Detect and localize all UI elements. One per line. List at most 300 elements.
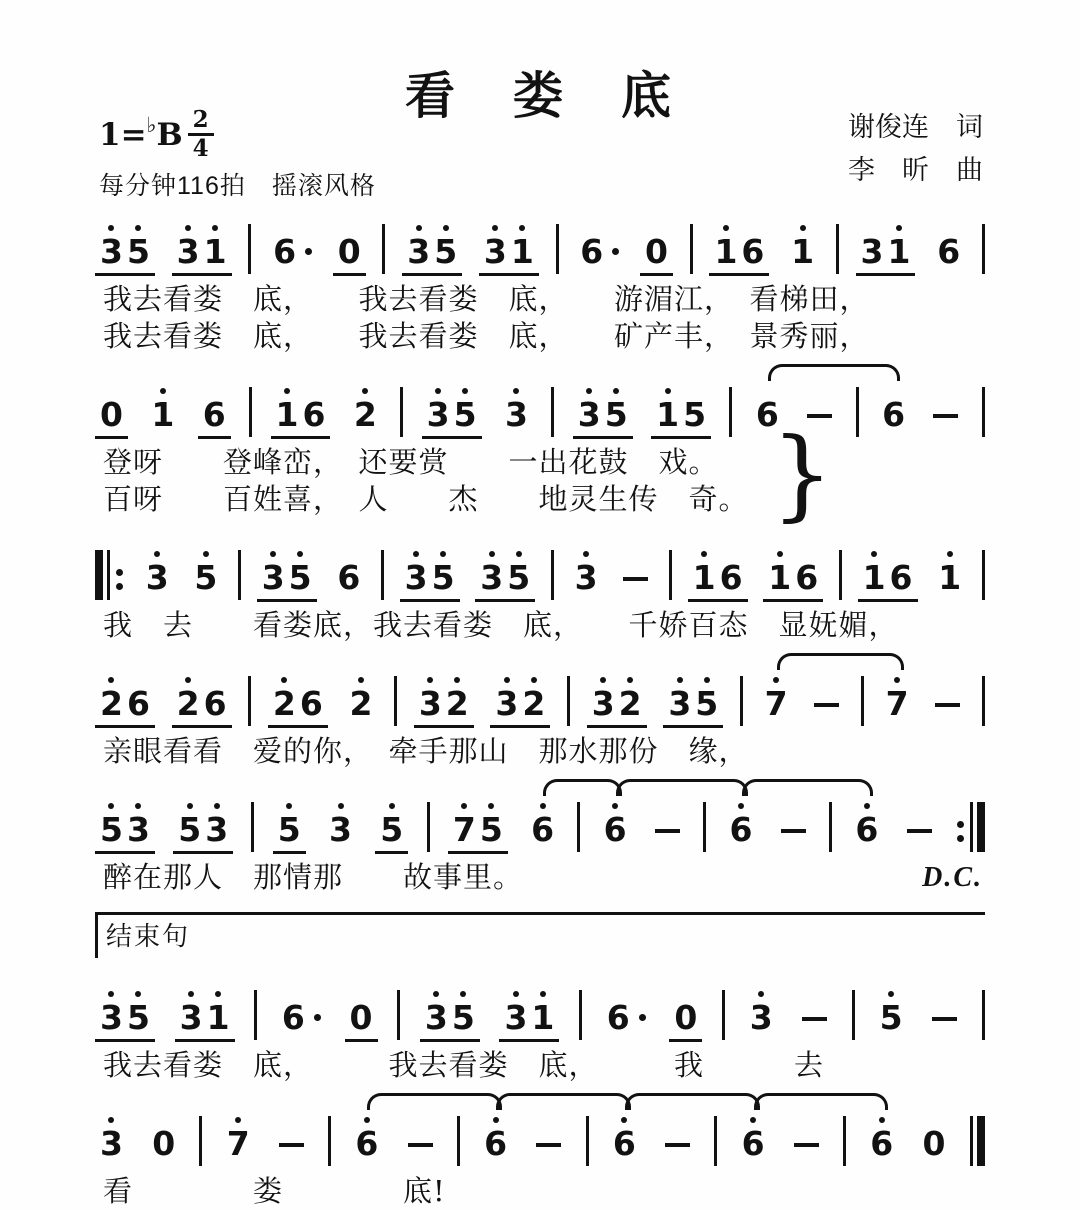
key-letter: B (156, 116, 183, 153)
octave-dot (135, 225, 141, 231)
beat-group (737, 1117, 770, 1168)
beat-group (271, 388, 331, 439)
beat-group (402, 225, 462, 276)
note-digit: 3 (504, 998, 528, 1037)
rest-digit: 0 (152, 1124, 176, 1163)
note (451, 991, 475, 1037)
note (126, 991, 150, 1037)
note-digit: 3 (426, 395, 450, 434)
note-digit: 6 (741, 232, 765, 271)
notation-row (95, 794, 985, 854)
key-signature (99, 108, 214, 161)
note-digit: 6 (719, 558, 743, 597)
note-digit: 6 (795, 558, 819, 597)
bar-line (861, 676, 864, 726)
tie-arc (754, 1093, 888, 1110)
note (176, 677, 200, 723)
bar-line (579, 990, 582, 1040)
bar-line (394, 676, 397, 726)
composer-credit: 李 昕 曲 (848, 155, 983, 186)
beat-group (141, 551, 174, 602)
note (531, 803, 555, 849)
note (202, 388, 226, 434)
note-digit: 3 (407, 232, 431, 271)
note-digit: 3 (668, 684, 692, 723)
repeat-begin (95, 550, 125, 602)
bar-line (843, 1116, 846, 1166)
note (424, 991, 448, 1037)
octave-dot (461, 803, 467, 809)
note-digit: 1 (531, 998, 555, 1037)
octave-dot (416, 225, 422, 231)
beat-group (332, 551, 365, 602)
note (434, 225, 458, 271)
octave-dot-spacer (161, 1117, 167, 1123)
note (100, 677, 123, 723)
octave-dot (460, 991, 466, 997)
note-digit: 6 (355, 1124, 379, 1163)
octave-dot (281, 677, 287, 683)
bar-line (551, 387, 554, 437)
octave-dot-spacer (817, 404, 823, 410)
beat-group (420, 991, 480, 1042)
lyrics (95, 733, 985, 770)
note-digit: 5 (604, 395, 628, 434)
beat-group (375, 803, 408, 854)
octave-dot (488, 803, 494, 809)
note (431, 551, 455, 597)
note-digit: 1 (791, 232, 815, 271)
bar-line (95, 550, 103, 600)
time-signature (188, 108, 214, 161)
octave-dot (297, 551, 303, 557)
note (870, 1117, 894, 1163)
note (656, 388, 680, 434)
beat-group (570, 551, 603, 602)
bar-line (977, 1116, 985, 1166)
note (152, 1117, 176, 1163)
beat-group (602, 991, 650, 1042)
note-digit: 5 (479, 810, 503, 849)
note (768, 551, 792, 597)
bar-line (251, 802, 254, 852)
octave-dot (108, 991, 114, 997)
duration-dash (794, 1143, 819, 1148)
octave-dot-spacer (790, 819, 796, 825)
note-digit: 3 (145, 558, 169, 597)
octave-dot (212, 225, 218, 231)
note (683, 388, 707, 434)
bar-line (328, 1116, 331, 1166)
beat-group (175, 991, 235, 1042)
octave-dot-spacer (803, 1133, 809, 1139)
note (606, 991, 630, 1037)
augmentation-dot (639, 1014, 646, 1021)
octave-dot (135, 803, 141, 809)
dc-marking: D.C. (922, 862, 983, 893)
lyrics (95, 1173, 985, 1210)
note (795, 551, 819, 597)
note-digit: 1 (768, 558, 792, 597)
octave-dot (187, 803, 193, 809)
tie-arc (742, 779, 873, 796)
beat-group (95, 991, 155, 1042)
lyrics (95, 607, 985, 644)
note-digit: 7 (452, 810, 476, 849)
bar-line (740, 676, 743, 726)
bar-line (577, 802, 580, 852)
octave-dot (531, 677, 537, 683)
beat-group (95, 1117, 128, 1168)
note-digit: 1 (714, 232, 738, 271)
note (932, 1007, 957, 1035)
octave-dot (492, 225, 498, 231)
beat-group (669, 991, 702, 1042)
note (764, 677, 788, 723)
note-digit: 6 (281, 998, 305, 1037)
octave-dot (270, 551, 276, 557)
beat-group (324, 803, 357, 854)
tie-arc (367, 1093, 502, 1110)
note (802, 1007, 827, 1035)
ending-label: 结束句 (95, 915, 200, 958)
beat-group (650, 819, 685, 855)
rest-digit: 0 (349, 998, 373, 1037)
duration-dash (665, 1143, 690, 1148)
flat-sign: ♭ (146, 112, 157, 138)
note-digit: 1 (887, 232, 911, 271)
note-digit: 5 (288, 558, 312, 597)
note (580, 225, 604, 271)
beat-group (403, 1133, 438, 1169)
octave-dot-spacer (290, 991, 296, 997)
beat-group (95, 803, 155, 854)
note (194, 551, 218, 597)
bar-line (836, 224, 839, 274)
beat-group (608, 1117, 641, 1168)
note-digit: 3 (100, 998, 123, 1037)
rest-digit: 0 (674, 998, 698, 1037)
note-digit: 1 (938, 558, 962, 597)
octave-dot-spacer (869, 225, 875, 231)
note (100, 1117, 123, 1163)
note-digit: 6 (612, 1124, 636, 1163)
octave-dot-spacer (764, 388, 770, 394)
note-digit: 3 (100, 232, 123, 271)
beat-group (858, 551, 918, 602)
note (495, 677, 519, 723)
octave-dot (185, 225, 191, 231)
note (618, 677, 642, 723)
beat-group (173, 803, 233, 854)
bar-line (427, 802, 430, 852)
note (453, 388, 477, 434)
bar-line (977, 802, 985, 852)
note (791, 225, 815, 271)
lyricist-credit: 谢俊连 词 (848, 112, 983, 143)
octave-dot (894, 677, 900, 683)
note (179, 991, 203, 1037)
bar-line (249, 387, 252, 437)
score-line (95, 542, 985, 644)
note (937, 225, 961, 271)
score-line (95, 794, 985, 896)
beat-group (414, 677, 474, 728)
octave-dot-spacer (891, 388, 897, 394)
note-digit: 2 (349, 684, 373, 723)
octave-dot (723, 225, 729, 231)
note (522, 677, 546, 723)
note (922, 1117, 946, 1163)
note (279, 1133, 304, 1161)
repeat-end (955, 802, 985, 854)
note (612, 1117, 636, 1163)
note-digit: 3 (205, 810, 229, 849)
octave-dot-spacer (346, 225, 352, 231)
beat-group (663, 677, 723, 728)
octave-dot (462, 388, 468, 394)
beat-group (688, 551, 748, 602)
octave-dot-spacer (824, 693, 830, 699)
bar-line (690, 224, 693, 274)
tie-arc (625, 1093, 760, 1110)
octave-dot (947, 551, 953, 557)
beat-group (479, 225, 539, 276)
beat-group (95, 225, 155, 276)
note (692, 551, 716, 597)
note-digit: 6 (202, 395, 226, 434)
bar-line (722, 990, 725, 1040)
rest-digit: 0 (337, 232, 361, 271)
octave-dot-spacer (931, 1117, 937, 1123)
note-digit: 3 (495, 684, 519, 723)
note (885, 677, 909, 723)
duration-dash (408, 1143, 433, 1148)
beat-group (918, 1117, 951, 1168)
beat-group (198, 388, 231, 439)
lyrics (95, 281, 985, 355)
note-digit: 6 (484, 1124, 508, 1163)
note (349, 991, 373, 1037)
note-digit: 7 (885, 684, 909, 723)
note (938, 551, 962, 597)
octave-dot (586, 388, 592, 394)
bar-line (400, 387, 403, 437)
octave-dot (871, 551, 877, 557)
octave-dot (612, 803, 618, 809)
note (203, 677, 227, 723)
repeat-dots (116, 569, 123, 590)
note (505, 388, 528, 434)
beat-group (479, 1117, 512, 1168)
lyrics (95, 859, 985, 896)
beat-group (172, 225, 232, 276)
note (404, 551, 428, 597)
note-digit: 1 (656, 395, 680, 434)
bar-line (254, 990, 257, 1040)
note-digit: 2 (100, 684, 123, 723)
octave-dot-spacer (108, 388, 114, 394)
meter-numerator: 2 (188, 108, 214, 136)
note (741, 225, 765, 271)
rest-digit: 0 (100, 395, 123, 434)
note (781, 819, 806, 847)
octave-dot (513, 388, 519, 394)
tempo-bpm: 每分钟116拍 (99, 172, 246, 200)
octave-dot-spacer (633, 567, 639, 573)
note (329, 803, 352, 849)
bar-line (586, 1116, 589, 1166)
beat-group (273, 803, 306, 854)
bar-line (982, 990, 985, 1040)
duration-dash (781, 829, 806, 834)
lyric-text: 醉在那人 那情那 故事里。 (103, 860, 524, 894)
octave-dot-spacer (683, 991, 689, 997)
note-digit: 6 (126, 684, 150, 723)
score-line (95, 668, 985, 770)
octave-dot-spacer (546, 1133, 552, 1139)
bar-line (669, 550, 672, 600)
note (299, 677, 323, 723)
note (337, 551, 361, 597)
tempo-marking (99, 166, 376, 202)
augmentation-dot (314, 1014, 321, 1021)
note (349, 677, 373, 723)
octave-dot (493, 1117, 499, 1123)
octave-dot-spacer (135, 677, 141, 683)
beat-group (933, 551, 966, 602)
note-digit: 5 (380, 810, 404, 849)
octave-dot-spacer (311, 388, 317, 394)
octave-dot (188, 991, 194, 997)
octave-dot-spacer (804, 551, 810, 557)
duration-dash (802, 1017, 827, 1022)
note (668, 677, 692, 723)
note-digit: 3 (483, 232, 507, 271)
notation-row (95, 216, 985, 276)
bar-line (970, 1116, 973, 1166)
note (719, 551, 743, 597)
octave-dot-spacer (916, 819, 922, 825)
note-digit: 5 (100, 810, 123, 849)
octave-dot (427, 677, 433, 683)
lyric-line (103, 859, 983, 896)
note-digit: 6 (889, 558, 913, 597)
octave-dot-spacer (943, 404, 949, 410)
beat-group (640, 225, 673, 276)
note-digit: 1 (206, 998, 230, 1037)
note-digit: 1 (203, 232, 227, 271)
note-digit: 5 (683, 395, 707, 434)
note (794, 1133, 819, 1161)
note-digit: 1 (862, 558, 886, 597)
octave-dot (433, 991, 439, 997)
octave-dot (516, 551, 522, 557)
octave-dot (358, 677, 364, 683)
beat-group (189, 551, 222, 602)
note-digit: 5 (194, 558, 218, 597)
note (674, 991, 698, 1037)
note (889, 551, 913, 597)
note-digit: 6 (882, 395, 906, 434)
notation-row (95, 668, 985, 728)
octave-dot (214, 803, 220, 809)
note (603, 803, 627, 849)
ending-section-rule (95, 912, 985, 958)
beat-group (268, 225, 316, 276)
note (418, 677, 442, 723)
octave-dot (389, 803, 395, 809)
octave-dot-spacer (589, 225, 595, 231)
note (145, 551, 169, 597)
note-digit: 6 (755, 395, 779, 434)
beat-group (400, 551, 460, 602)
note (480, 551, 504, 597)
octave-dot (704, 677, 710, 683)
note (749, 991, 773, 1037)
octave-dot (896, 225, 902, 231)
bar-line (238, 550, 241, 600)
beat-group (500, 388, 533, 439)
note-digit: 5 (879, 998, 903, 1037)
note (907, 819, 932, 847)
note (408, 1133, 433, 1161)
note (655, 819, 680, 847)
octave-dot-spacer (346, 551, 352, 557)
note-digit: 3 (424, 998, 448, 1037)
tie-arc (768, 364, 900, 381)
bar-line (970, 802, 973, 852)
note (272, 677, 296, 723)
note-digit: 3 (418, 684, 442, 723)
octave-dot (677, 677, 683, 683)
octave-dot-spacer (653, 225, 659, 231)
octave-dot (338, 803, 344, 809)
beat-group (932, 225, 965, 276)
octave-dot (540, 803, 546, 809)
beat-group (928, 404, 963, 440)
beat-group (490, 677, 550, 728)
note-digit: 5 (507, 558, 531, 597)
octave-dot (738, 803, 744, 809)
bar-line (856, 387, 859, 437)
note-digit: 6 (855, 810, 879, 849)
note-digit: 6 (273, 232, 297, 271)
note-digit: 6 (937, 232, 961, 271)
note (933, 404, 958, 432)
note-digit: 2 (176, 684, 200, 723)
note (862, 551, 886, 597)
note-digit: 6 (302, 395, 326, 434)
octave-dot (284, 388, 290, 394)
bar-line (107, 550, 110, 600)
octave-dot-spacer (675, 1133, 681, 1139)
note-digit: 1 (692, 558, 716, 597)
octave-dot-spacer (750, 225, 756, 231)
repeat-dots (957, 821, 964, 842)
octave-dot (777, 551, 783, 557)
octave-dot (235, 1117, 241, 1123)
note-digit: 6 (299, 684, 323, 723)
note (860, 225, 884, 271)
duration-dash (814, 703, 839, 708)
note-digit: 5 (695, 684, 719, 723)
notation-row (95, 982, 985, 1042)
note-digit: 3 (749, 998, 773, 1037)
bar-line (199, 1116, 202, 1166)
octave-dot (627, 677, 633, 683)
note (302, 388, 326, 434)
